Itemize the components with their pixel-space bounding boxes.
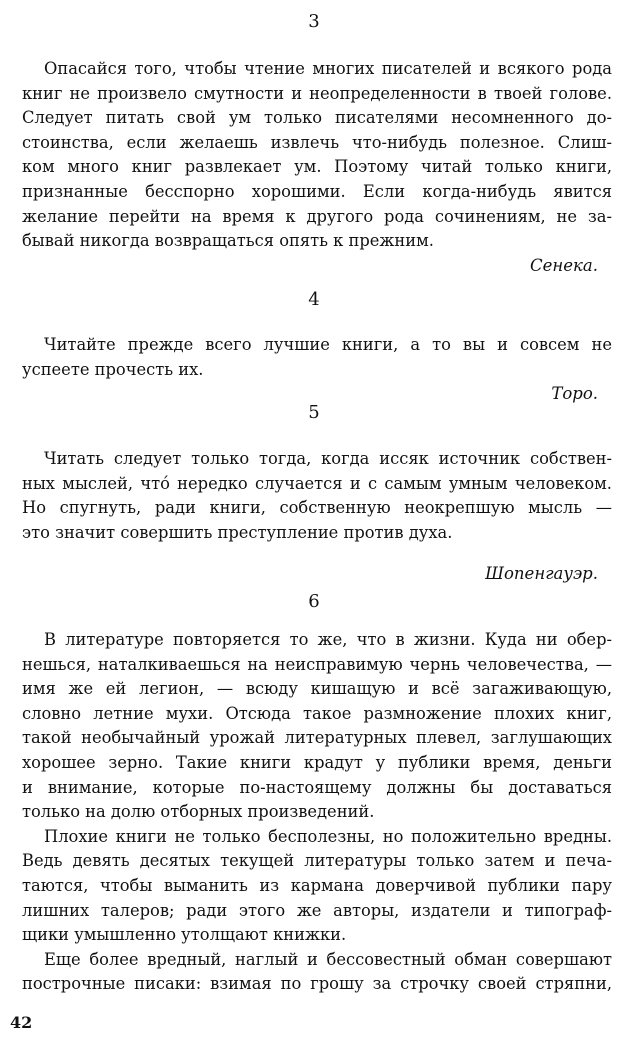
text-line: только на долю отборных произведений. (22, 802, 375, 822)
text-line: Плохие книги не только бесполезны, но положительно вредны. (44, 826, 612, 846)
section-number-6: 6 (308, 591, 320, 612)
section-number-3: 3 (308, 11, 320, 32)
text-line: Но спугнуть, ради книги, собственную неокрепшую мысль — (22, 498, 612, 518)
text-line: нешься, наталкиваешься на неисправимую чернь человечества, — (22, 654, 612, 674)
text-line: Следует питать свой ум только писателями несомненного до- (22, 108, 612, 128)
text-line: признанные бесспорно хорошими. Если когда-нибудь явится (22, 181, 612, 201)
text-line: это значит совершить преступление против духа. (22, 522, 453, 542)
text-line: словно летние мухи. Отсюда такое размножение плохих книг, (22, 703, 612, 723)
author-signature: Сенека. (530, 256, 598, 275)
section-5-text (22, 447, 612, 545)
text-line: Опасайся того, чтобы чтение многих писателей и всякого рода (44, 59, 612, 78)
section-4-text (22, 333, 612, 382)
text-line: ных мыслей, что́ нередко случается и с самым умным человеком. (22, 473, 612, 493)
text-line: успеете прочесть их. (22, 359, 204, 379)
text-line: такой необычайный урожай литературных плевел, заглушающих (22, 728, 612, 748)
section-3-text (22, 57, 612, 254)
text-line: построчные писаки: взимая по грошу за строчку своей стряпни, (22, 974, 612, 994)
text-line: Читать следует только тогда, когда иссяк источник собствен- (44, 449, 612, 468)
author-signature: Торо. (551, 384, 598, 403)
text-line: имя же ей легион, — всюду кишащую и всё загаживающую, (22, 679, 612, 699)
page-number: 42 (10, 1013, 33, 1032)
section-number-4: 4 (308, 289, 320, 310)
section-number-5: 5 (308, 402, 320, 423)
text-line: бывай никогда возвращаться опять к прежним. (22, 231, 434, 251)
author-signature: Шопенгауэр. (485, 564, 598, 583)
text-line: желание перейти на время к другого рода сочинениям, не за- (22, 206, 612, 226)
text-line: таются, чтобы выманить из кармана доверчивой публики пару (22, 875, 612, 895)
text-line: хорошее зерно. Такие книги крадут у публики время, деньги (22, 752, 612, 772)
text-line: книг не произвело смутности и неопределенности в твоей голове. (22, 83, 612, 103)
text-line: щики умышленно утолщают книжки. (22, 925, 347, 945)
section-6-text (22, 628, 612, 997)
text-line: Ведь девять десятых текущей литературы только затем и печа- (22, 851, 612, 871)
text-line: Еще более вредный, наглый и бессовестный обман совершают (44, 949, 612, 969)
text-line: стоинства, если желаешь извлечь что-нибудь полезное. Слиш- (22, 132, 612, 152)
text-line: В литературе повторяется то же, что в жизни. Куда ни обер- (44, 630, 612, 649)
text-line: лишних талеров; ради этого же авторы, издатели и типограф- (22, 900, 612, 920)
text-line: Читайте прежде всего лучшие книги, а то вы и совсем не (44, 335, 612, 354)
text-line: ком много книг развлекает ум. Поэтому читай только книги, (22, 157, 612, 177)
text-line: и внимание, которые по-настоящему должны бы доставаться (22, 777, 612, 797)
